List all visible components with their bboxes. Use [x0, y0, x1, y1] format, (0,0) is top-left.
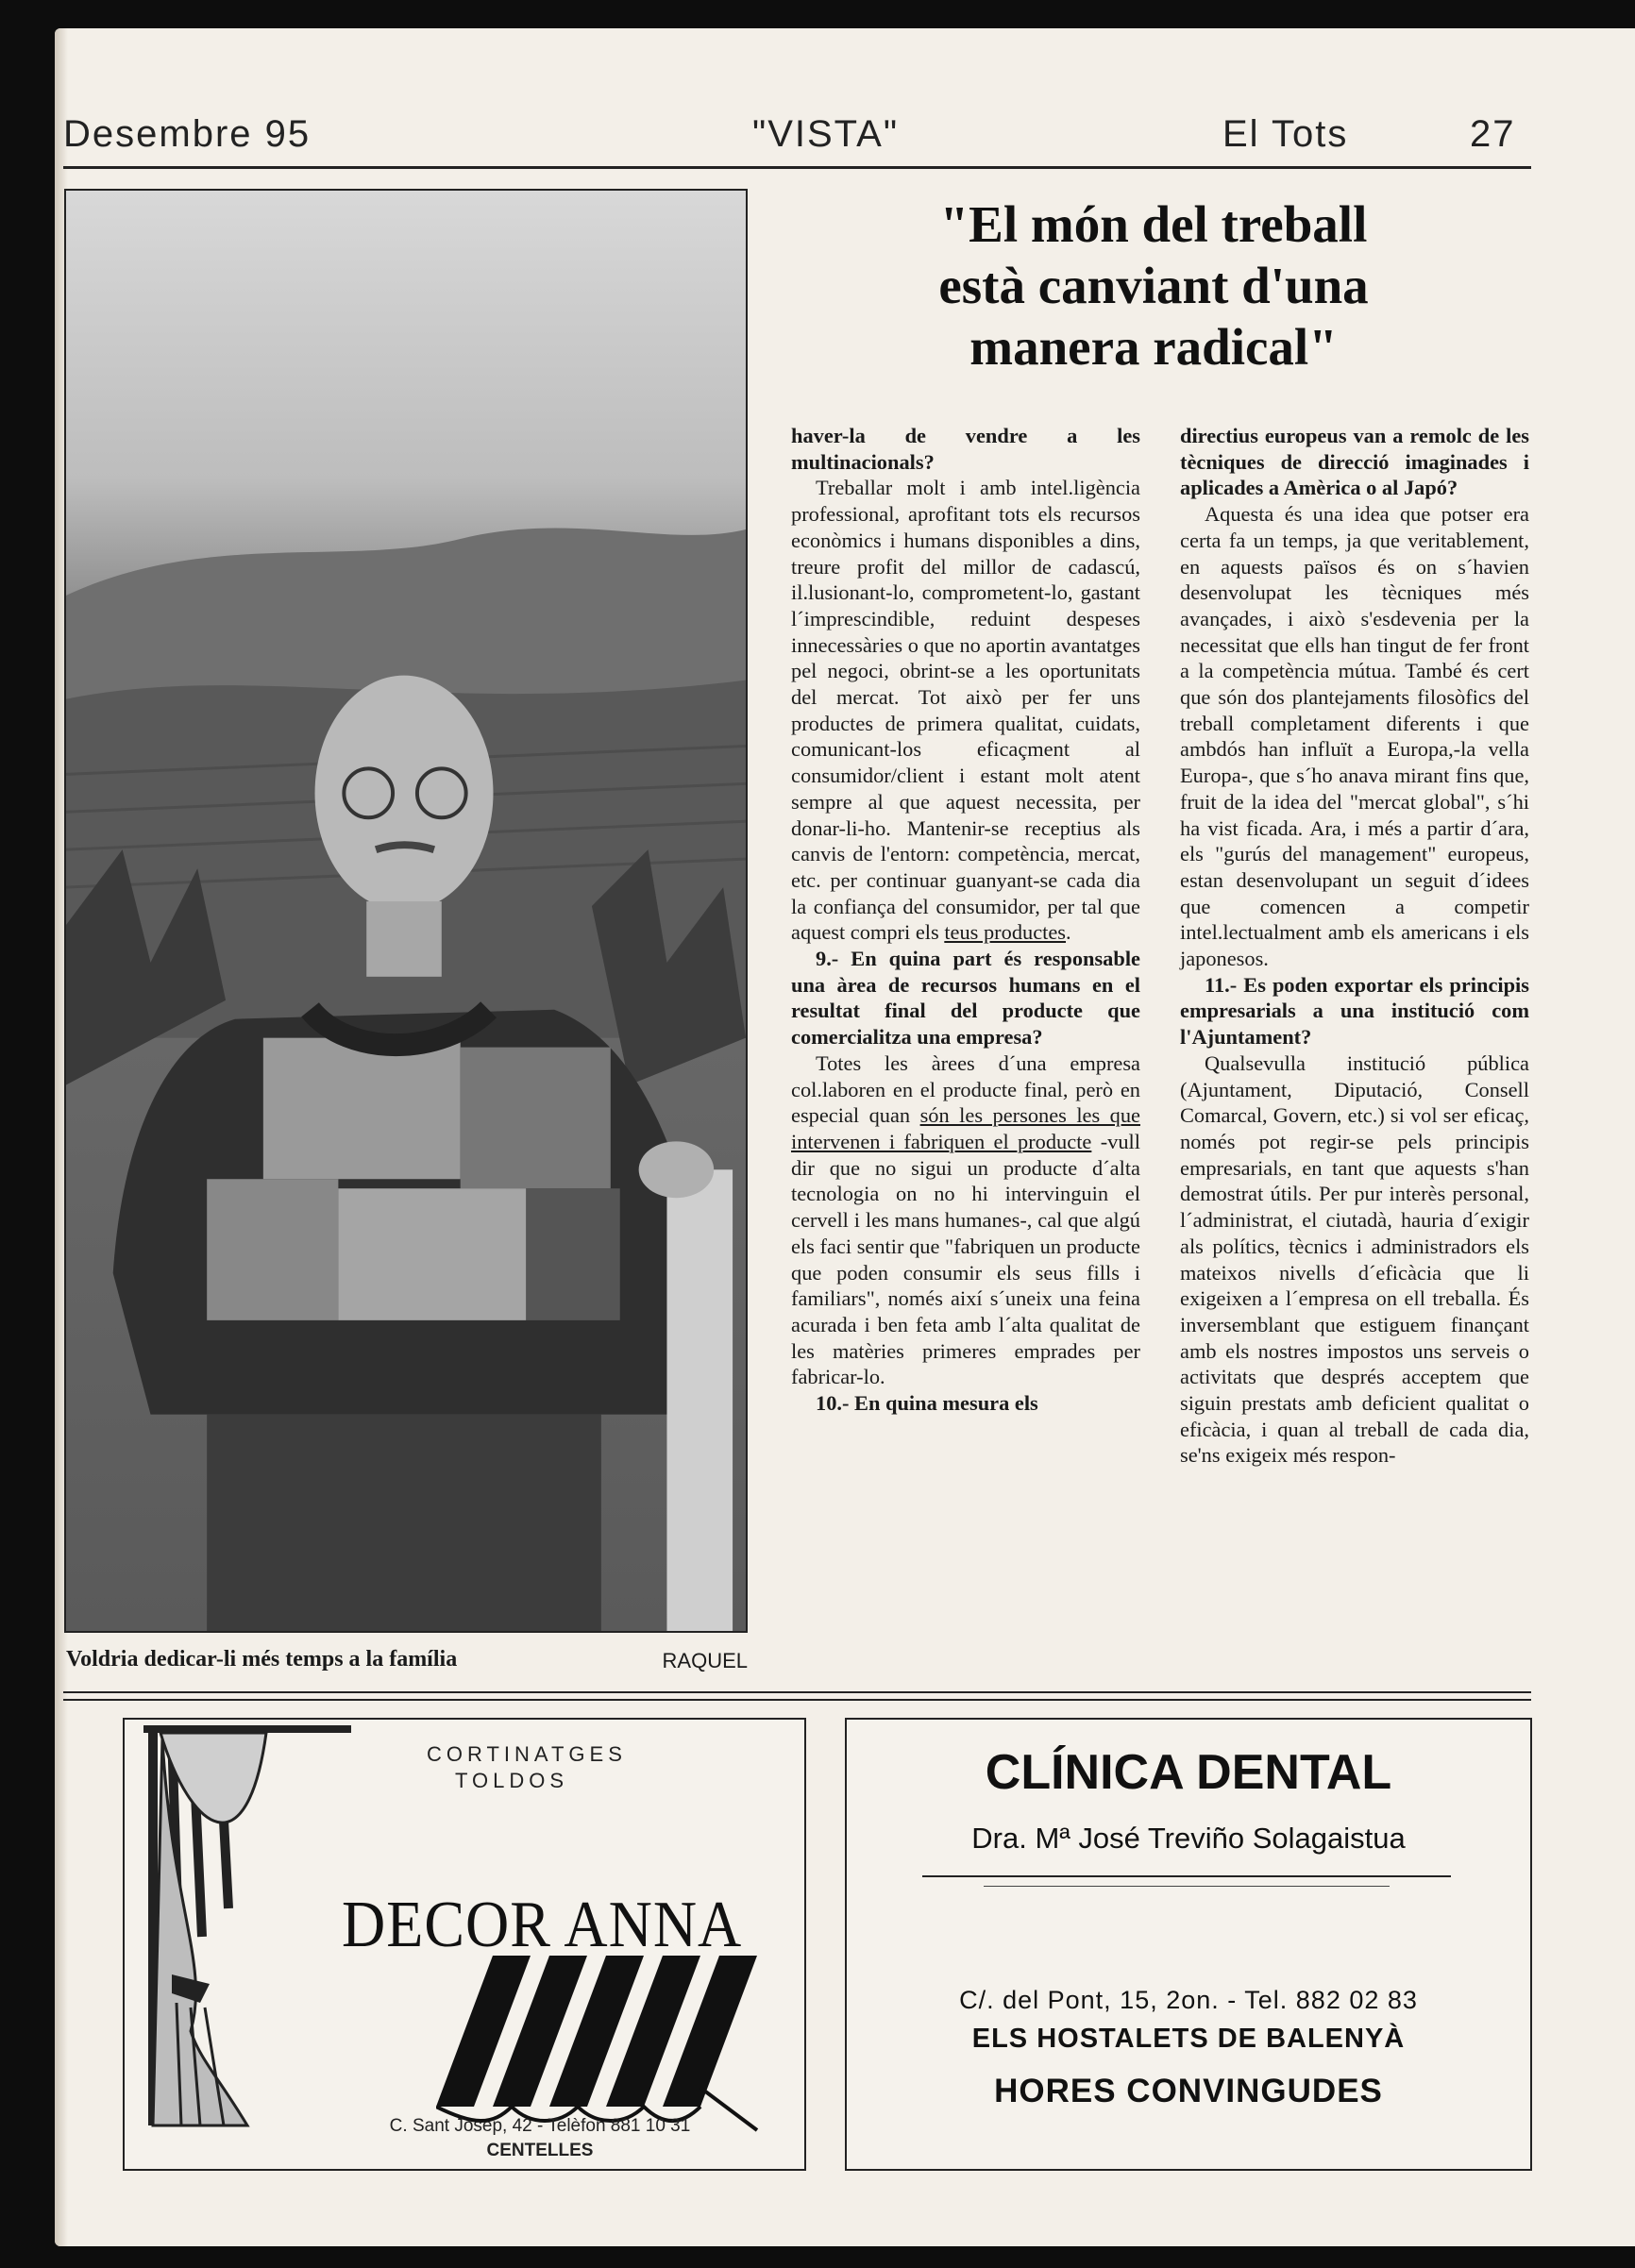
- clinic-town: ELS HOSTALETS DE BALENYÀ: [971, 2024, 1406, 2054]
- underlined-text: són les persones les que intervenen i fabriquen el producte: [791, 1103, 1140, 1153]
- question-continued: directius europeus van a remolc de les tècniques de direcció imaginades i aplicades a Amèrica o al Japó?: [1180, 424, 1529, 500]
- question-continued: haver-la de vendre a les multinacionals?: [791, 424, 1140, 474]
- ad-decor-anna: [123, 1718, 806, 2171]
- article-headline: [776, 193, 1531, 378]
- underlined-text: teus productes: [944, 920, 1067, 945]
- ad-line-cortinatges: CORTINATGES: [427, 1742, 627, 1766]
- answer-paragraph: [791, 1050, 1140, 1390]
- page-header: [63, 87, 1531, 166]
- answer-paragraph: Qualsevulla institució pública (Ajuntament, Diputació, Consell Comarcal, Govern, etc.) si vol ser eficaç, només pot regir-se pels principis empresarials, en tant que aquests s'han demostrat útils. Per pur interès personal, l´administrat, el ciutadà, hauria d´exigir als polítics, tècnics i administradors els mateixos nivells d´eficàcia que li exigeixen a l´empresa on ell treballa. És inversemblant que estiguem finançant amb els nostres impostos uns serveis o activitats que després acceptem que siguin prestats amb deficient qualitat o eficàcia, i quan al treball de cada dia, se'ns exigeix més respon-: [1180, 1050, 1529, 1468]
- ad-line-toldos: TOLDOS: [455, 1769, 569, 1792]
- question-9: 9.- En quina part és responsable una àrea de recursos humans en el resultat final del producte que comercialitza una empresa?: [791, 947, 1140, 1050]
- clinic-address: C/. del Pont, 15, 2on. - Tel. 882 02 83: [959, 1986, 1418, 2014]
- answer-paragraph: Aquesta és una idea que potser era certa fa un temps, ja que veritablement, en aquests països és on s´havien desenvolupat les tècniques més avançades, i això s'esdevenia per la necessitat que ells han tingut de fer front a la competència mútua. També és cert que són dos plantejaments filosòfics del treball completament diferents i que ambdós han influït a Europa,-la vella Europa-, que s´ho anava mirant fins que, fruit de la idea del "mercat global", s´hi ha vist ficada. Ara, i més a partir d´ara, els "gurús del management" europeus, estan desenvolupant un seguit d´idees que comencen a competir intel.lectualment amb els americans i els japonesos.: [1180, 502, 1529, 971]
- answer-text: -vull dir que no sigui un producte d´alta tecnologia on no hi intervinguin el cervell i les mans humanes-, cal que algú els faci sentir que "fabriquen un producte que poden consumir els seus fills i familiars", només així s´uneix una feina acurada i ben feta amb l´alta qualitat de les matèries primeres emprades per fabricar-lo.: [791, 1129, 1140, 1389]
- article-column-2: [1180, 423, 1529, 1469]
- header-section: "VISTA": [752, 113, 900, 155]
- ad-clinica-dental: [845, 1718, 1532, 2171]
- question-11: 11.- Es poden exportar els principis empresarials a una institució com l'Ajuntament?: [1180, 972, 1529, 1050]
- ad-town: CENTELLES: [486, 2141, 594, 2160]
- clinic-divider: [984, 1886, 1390, 1887]
- header-publication: El Tots: [1222, 113, 1349, 155]
- header-rule: [63, 166, 1531, 169]
- question-10: 10.- En quina mesura els: [816, 1391, 1038, 1416]
- answer-text: Totes les àrees d´una empresa col.laboren en el producte final, però en especial quan: [791, 1050, 1140, 1128]
- headline-line: "El món del treball: [939, 195, 1368, 253]
- article-column-1: [791, 423, 1140, 1417]
- header-page-number: 27: [1470, 113, 1516, 155]
- bottom-rule: [63, 1699, 1531, 1701]
- curtain-icon: [134, 1720, 370, 2135]
- bottom-rule: [63, 1691, 1531, 1693]
- answer-text-end: .: [1066, 920, 1071, 945]
- clinic-doctor: Dra. Mª José Treviño Solagaistua: [971, 1822, 1406, 1855]
- headline-line: està canviant d'una: [938, 257, 1369, 314]
- photo-caption: Voldria dedicar-li més temps a la família: [66, 1647, 458, 1672]
- answer-text: Treballar molt i amb intel.ligència professional, aprofitant tots els recursos econòmics i humans disponibles a dins, treure profit del millor de cadascú, il.lusionant-lo, comprometent-lo, gastant l´imprescindible, reduint despeses innecessàries o que no aportin avantatges pel negoci, obrint-se a les oportunitats del mercat. Tot això per fer uns productes de primera qualitat, cuidats, comunicant-los eficaçment al consumidor/client i estant molt atent sempre al que aquest necessita, per donar-li-ho. Mantenir-se receptius als canvis de l'entorn: competència, mercat, etc. per continuar guanyant-se cada dia la confiança del consumidor, per tal que aquest compri els: [791, 476, 1140, 945]
- photo-caption-row: [66, 1647, 748, 1685]
- interview-photo: [64, 189, 748, 1633]
- clinic-title: CLÍNICA DENTAL: [985, 1745, 1392, 1800]
- header-date: Desembre 95: [63, 113, 312, 155]
- answer-paragraph: [791, 475, 1140, 946]
- awning-icon: [436, 1946, 776, 2135]
- headline-line: manera radical": [969, 318, 1338, 376]
- clinic-divider: [922, 1875, 1451, 1877]
- ad-address: C. Sant Josep, 42 - Telèfon 881 10 31: [389, 2116, 691, 2136]
- clinic-hours: HORES CONVINGUDES: [994, 2073, 1383, 2109]
- photo-credit: RAQUEL: [662, 1649, 748, 1672]
- ad-brand-name: DECOR ANNA: [342, 1887, 743, 1961]
